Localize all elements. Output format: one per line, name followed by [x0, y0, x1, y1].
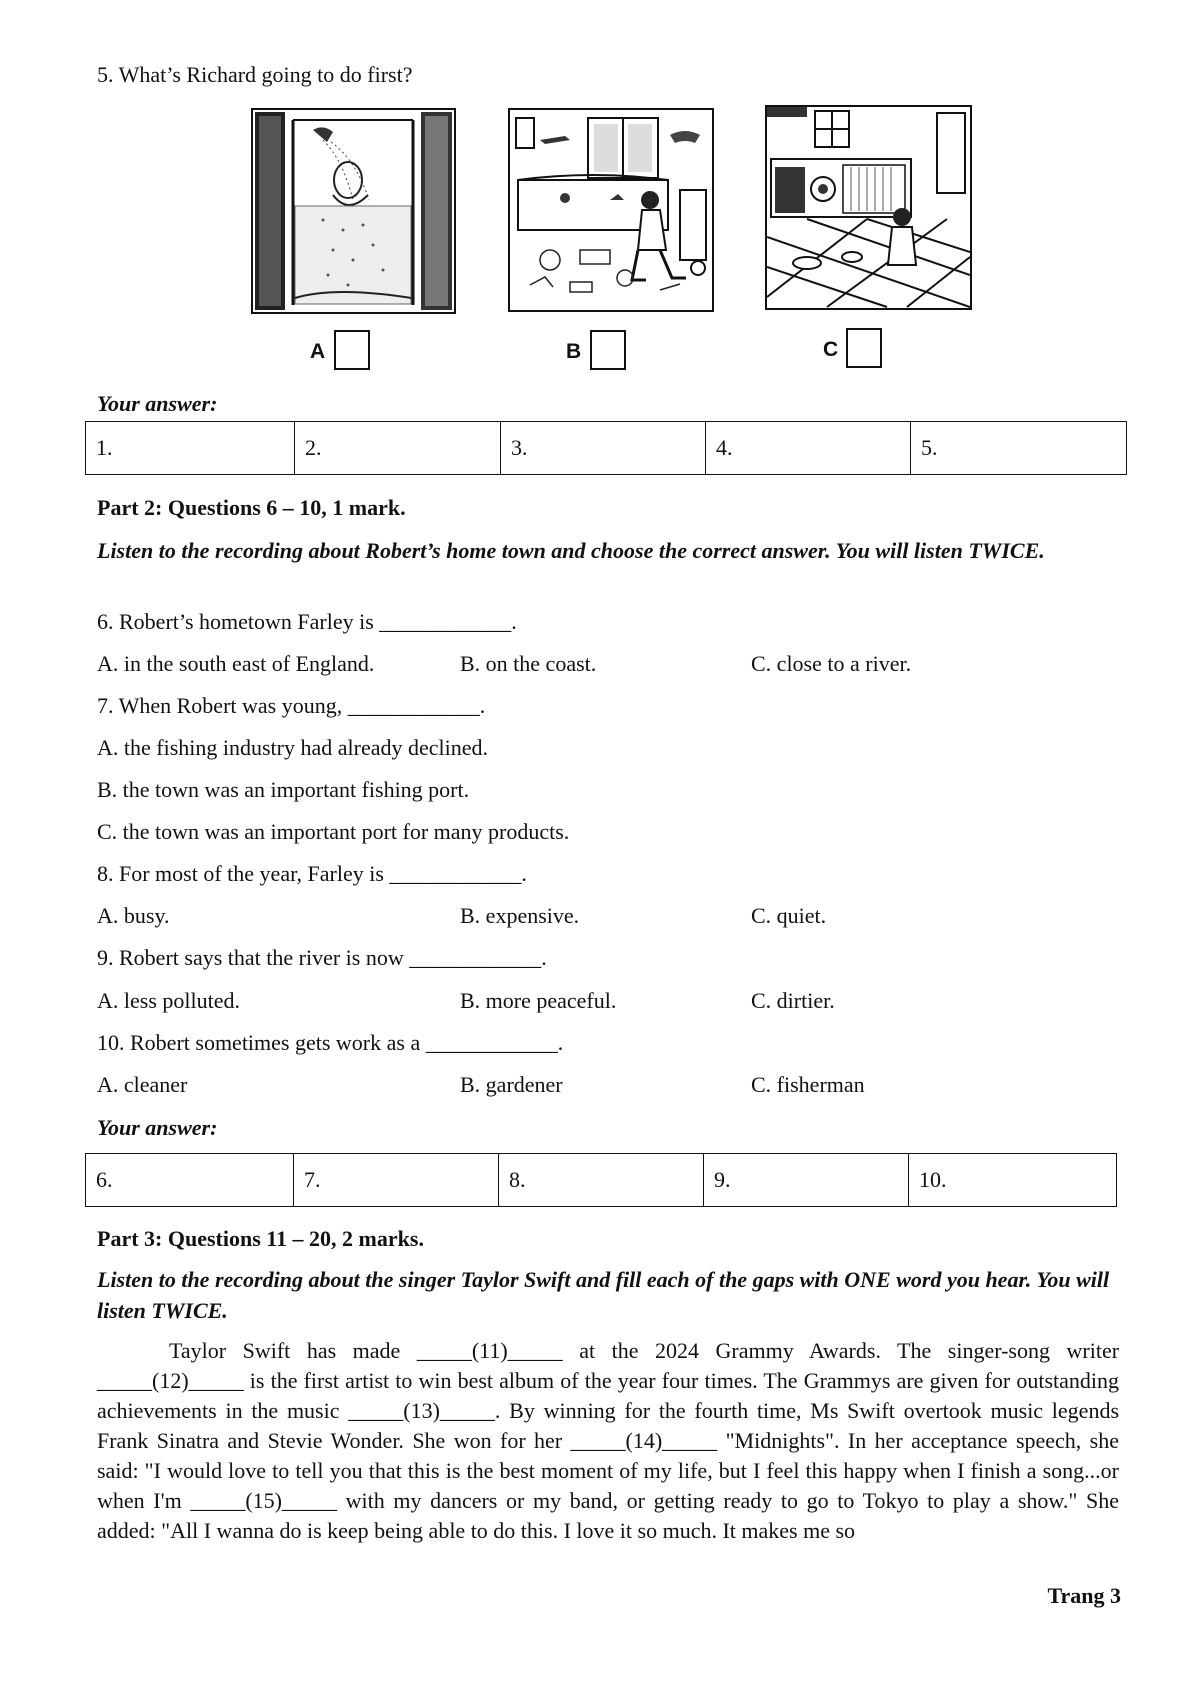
- q6-option-c[interactable]: C. close to a river.: [751, 651, 912, 676]
- kitchen-illustration: [767, 107, 970, 308]
- q9-option-a[interactable]: A. less polluted.: [97, 988, 240, 1013]
- answer-cell-10[interactable]: 10.: [909, 1154, 1117, 1207]
- answer-cell-6[interactable]: 6.: [86, 1154, 294, 1207]
- passage-text-4: . By winning for the fourth time, Ms Swift overtook music legends Frank Sinatra and Stevie Wonder. She won for her: [97, 1398, 1120, 1453]
- q9-option-b[interactable]: B. more peaceful.: [460, 988, 617, 1013]
- picture-c-kitchen: [765, 105, 972, 310]
- gap-11[interactable]: _____(11)_____: [416, 1338, 563, 1363]
- q6-stem: 6. Robert’s hometown Farley is ____________.: [97, 609, 517, 634]
- q6-option-b[interactable]: B. on the coast.: [460, 651, 597, 676]
- option-a-label: A: [310, 340, 326, 363]
- table-row: [86, 1154, 1117, 1207]
- part3-passage: [97, 1336, 1119, 1546]
- q9-stem: 9. Robert says that the river is now ____________.: [97, 945, 547, 970]
- option-b-label: B: [566, 340, 582, 363]
- q8-option-a[interactable]: A. busy.: [97, 903, 170, 928]
- option-c-label: C: [823, 338, 839, 361]
- page-number: Trang 3: [1047, 1583, 1121, 1608]
- answer-cell-7[interactable]: 7.: [294, 1154, 499, 1207]
- part2-instruction: Listen to the recording about Robert’s home town and choose the correct answer. You will listen TWICE.: [97, 538, 1045, 563]
- passage-text-6: with my dancers or my band, or getting ready to go to Tokyo to play a show." She added: "All I wanna do is keep being able to do this. I love it so much. It makes me so: [97, 1488, 1120, 1543]
- q6-option-a[interactable]: A. in the south east of England.: [97, 651, 375, 676]
- your-answer-label-2: Your answer:: [97, 1115, 218, 1140]
- answer-cell-4[interactable]: 4.: [706, 422, 911, 475]
- part3-instruction: Listen to the recording about the singer Taylor Swift and fill each of the gaps with ONE word you hear. You will listen TWICE.: [97, 1267, 1110, 1323]
- answer-cell-3[interactable]: 3.: [501, 422, 706, 475]
- q8-option-b[interactable]: B. expensive.: [460, 903, 580, 928]
- picture-b-bedroom: [508, 108, 714, 312]
- q10-option-a[interactable]: A. cleaner: [97, 1072, 188, 1097]
- answer-cell-5[interactable]: 5.: [911, 422, 1127, 475]
- q7-option-c[interactable]: C. the town was an important port for many products.: [97, 819, 570, 844]
- option-b-checkbox[interactable]: [590, 330, 626, 370]
- answer-table-1-5: [85, 421, 1127, 475]
- passage-text-1: Taylor Swift has made: [169, 1338, 401, 1363]
- q10-option-b[interactable]: B. gardener: [460, 1072, 563, 1097]
- q7-stem: 7. When Robert was young, ____________.: [97, 693, 486, 718]
- answer-cell-1[interactable]: 1.: [86, 422, 295, 475]
- part2-heading: Part 2: Questions 6 – 10, 1 mark.: [97, 495, 406, 520]
- passage-text-2: at the 2024 Grammy Awards. The singer-song writer: [579, 1338, 1120, 1363]
- q7-option-b[interactable]: B. the town was an important fishing port.: [97, 777, 470, 802]
- gap-15[interactable]: _____(15)_____: [190, 1488, 338, 1513]
- gap-13[interactable]: _____(13)_____: [348, 1398, 495, 1423]
- q10-stem: 10. Robert sometimes gets work as a ____________.: [97, 1030, 564, 1055]
- your-answer-label-1: Your answer:: [97, 391, 218, 416]
- q9-option-c[interactable]: C. dirtier.: [751, 988, 835, 1013]
- q7-option-a[interactable]: A. the fishing industry had already declined.: [97, 735, 489, 760]
- option-c-checkbox[interactable]: [846, 328, 882, 368]
- answer-cell-2[interactable]: 2.: [295, 422, 501, 475]
- part3-heading: Part 3: Questions 11 – 20, 2 marks.: [97, 1226, 424, 1251]
- passage-text-5: "Midnights". In her acceptance speech, she said: "I would love to tell you that this is the best moment of my life, but I feel this happy when I finish a song...or when I'm: [97, 1428, 1120, 1513]
- gap-12[interactable]: _____(12)_____: [97, 1368, 244, 1393]
- answer-cell-8[interactable]: 8.: [499, 1154, 704, 1207]
- picture-a-shower: [251, 108, 456, 314]
- q8-option-c[interactable]: C. quiet.: [751, 903, 827, 928]
- bedroom-illustration: [510, 110, 712, 310]
- option-a-checkbox[interactable]: [334, 330, 370, 370]
- passage-text-3: is the first artist to win best album of the year four times. The Grammys are given for outstanding achievements in the music: [97, 1368, 1119, 1423]
- q10-option-c[interactable]: C. fisherman: [751, 1072, 865, 1097]
- question-5-stem: 5. What’s Richard going to do first?: [97, 62, 413, 87]
- q8-stem: 8. For most of the year, Farley is ____________.: [97, 861, 527, 886]
- gap-14[interactable]: _____(14)_____: [570, 1428, 718, 1453]
- answer-table-6-10: [85, 1153, 1117, 1207]
- shower-illustration: [253, 110, 454, 312]
- answer-cell-9[interactable]: 9.: [704, 1154, 909, 1207]
- table-row: [86, 422, 1127, 475]
